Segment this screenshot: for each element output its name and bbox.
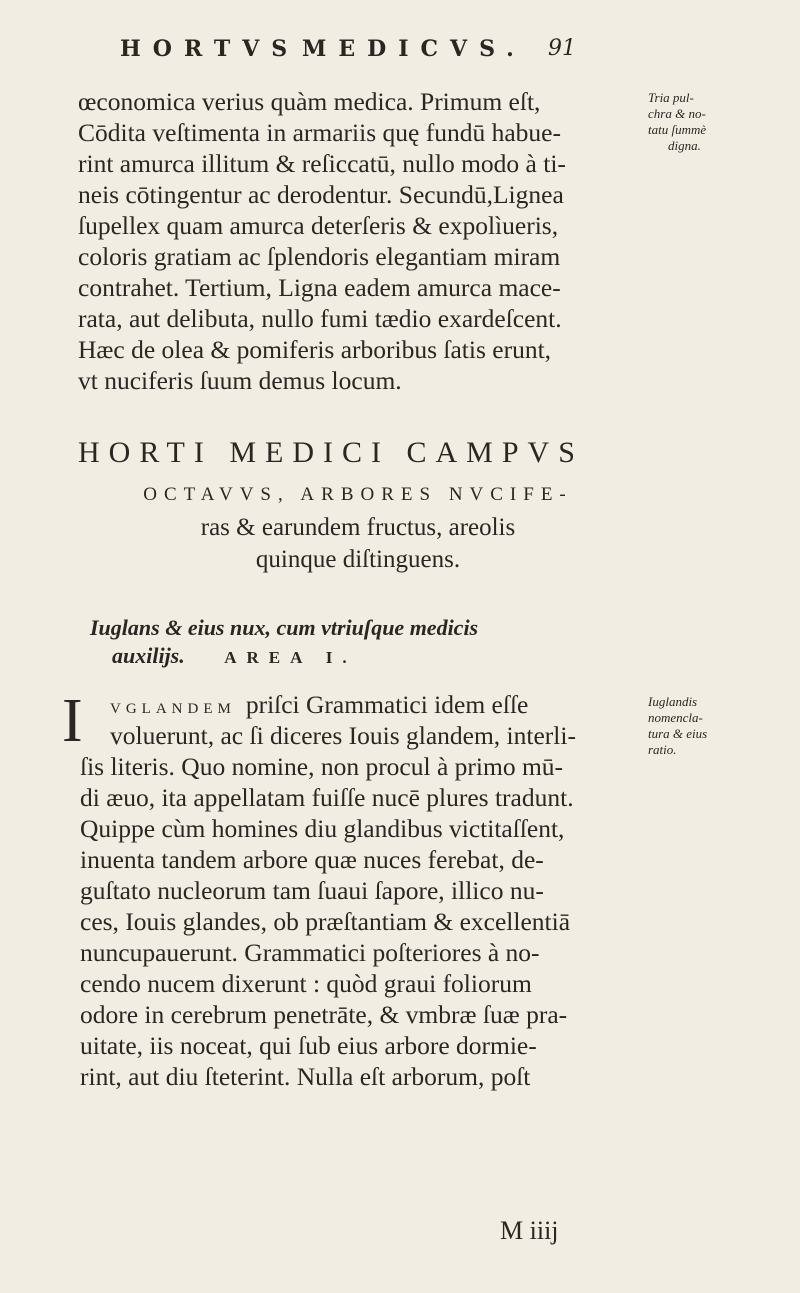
text-line: Hæc de olea & pomiferis arboribus ſatis erunt, [78,335,552,364]
running-head [120,36,680,72]
chapter-heading-line: Iuglans & eius nux, cum vtriuſque medicis [90,615,479,640]
text-line: voluerunt, ac ſi diceres Iouis glandem, interli- [110,721,576,750]
area-label: AREA I. [224,648,357,667]
text-line: ſis literis. Quo nomine, non procul à primo mū- [80,752,564,781]
margin-note-line: nomencla- [648,710,703,725]
text-line: rata, aut delibuta, nullo fumi tædio exardeſcent. [78,304,562,333]
first-line-rest: priſci Grammatici idem eſſe [245,690,529,719]
text-line: rint, aut diu ſteterint. Nulla eſt arborum, poſt [80,1062,531,1091]
text-line: di æuo, ita appellatam fuiſſe nucē plures tradunt. [80,783,574,812]
margin-note-line: chra & no- [648,106,706,121]
text-line: nuncupauerunt. Grammatici poſteriores à no- [80,938,540,967]
text-line: ſupellex quam amurca deterſeris & expolìueris, [78,211,559,240]
section-title: HORTI MEDICI CAMPVS [78,436,584,469]
drop-cap: I [62,687,83,755]
text-line: cendo nucem dixerunt : quòd graui foliorum [80,969,532,998]
margin-note-2 [648,694,768,758]
chapter-heading [90,614,630,672]
first-word: VGLANDEM [110,701,236,717]
text-line: guſtato nucleorum tam ſuaui ſapore, illico nu- [80,876,544,905]
section-subtitle-caps: OCTAVVS, ARBORES NVCIFE- [143,484,573,505]
margin-note-1 [648,90,768,154]
running-head-right: MEDICVS. [302,36,526,62]
text-line: contrahet. Tertium, Ligna eadem amurca mace- [78,273,561,302]
text-line: inuenta tandem arbore quæ nuces ferebat, de- [80,845,544,874]
section-subtitle-line: ras & earundem fructus, areolis [200,514,516,541]
text-line: rint amurca illitum & reſiccatū, nullo modo à ti- [78,149,566,178]
text-line: neis cōtingentur ac derodentur. Secundū,Lignea [78,180,564,209]
text-line: Cōdita veſtimenta in armariis quę fundū habue- [78,118,561,147]
margin-note-line: tatu ſummè [648,122,707,137]
margin-note-line: Iuglandis [648,694,698,709]
margin-note-line: Tria pul- [648,90,694,105]
signature-mark: M iiij [500,1216,559,1245]
paragraph-2 [80,720,640,1092]
section-subtitle-line: quinque diſtinguens. [255,546,461,573]
text-line: uitate, iis noceat, qui ſub eius arbore dormie- [80,1031,537,1060]
text-line: coloris gratiam ac ſplendoris elegantiam miram [78,242,561,271]
margin-note-line: tura & eius [648,726,708,741]
text-line: œconomica verius quàm medica. Primum eſt, [78,87,541,116]
margin-note-line: ratio. [648,742,677,757]
page-number: 91 [548,36,576,61]
margin-note-line: digna. [668,138,701,153]
text-line: odore in cerebrum penetrāte, & vmbræ ſuæ pra- [80,1000,568,1029]
text-line: Quippe cùm homines diu glandibus victitaſſent, [80,814,565,843]
text-line: ces, Iouis glandes, ob præſtantiam & excellentiā [80,907,571,936]
paragraph-1 [78,86,638,396]
section-subtitle [88,478,628,576]
running-head-left: HORTVS [120,36,300,62]
chapter-heading-text: auxilijs. [112,643,185,668]
chapter-heading-line-2 [90,642,630,672]
text-line: vt nuciferis ſuum demus locum. [78,366,402,395]
